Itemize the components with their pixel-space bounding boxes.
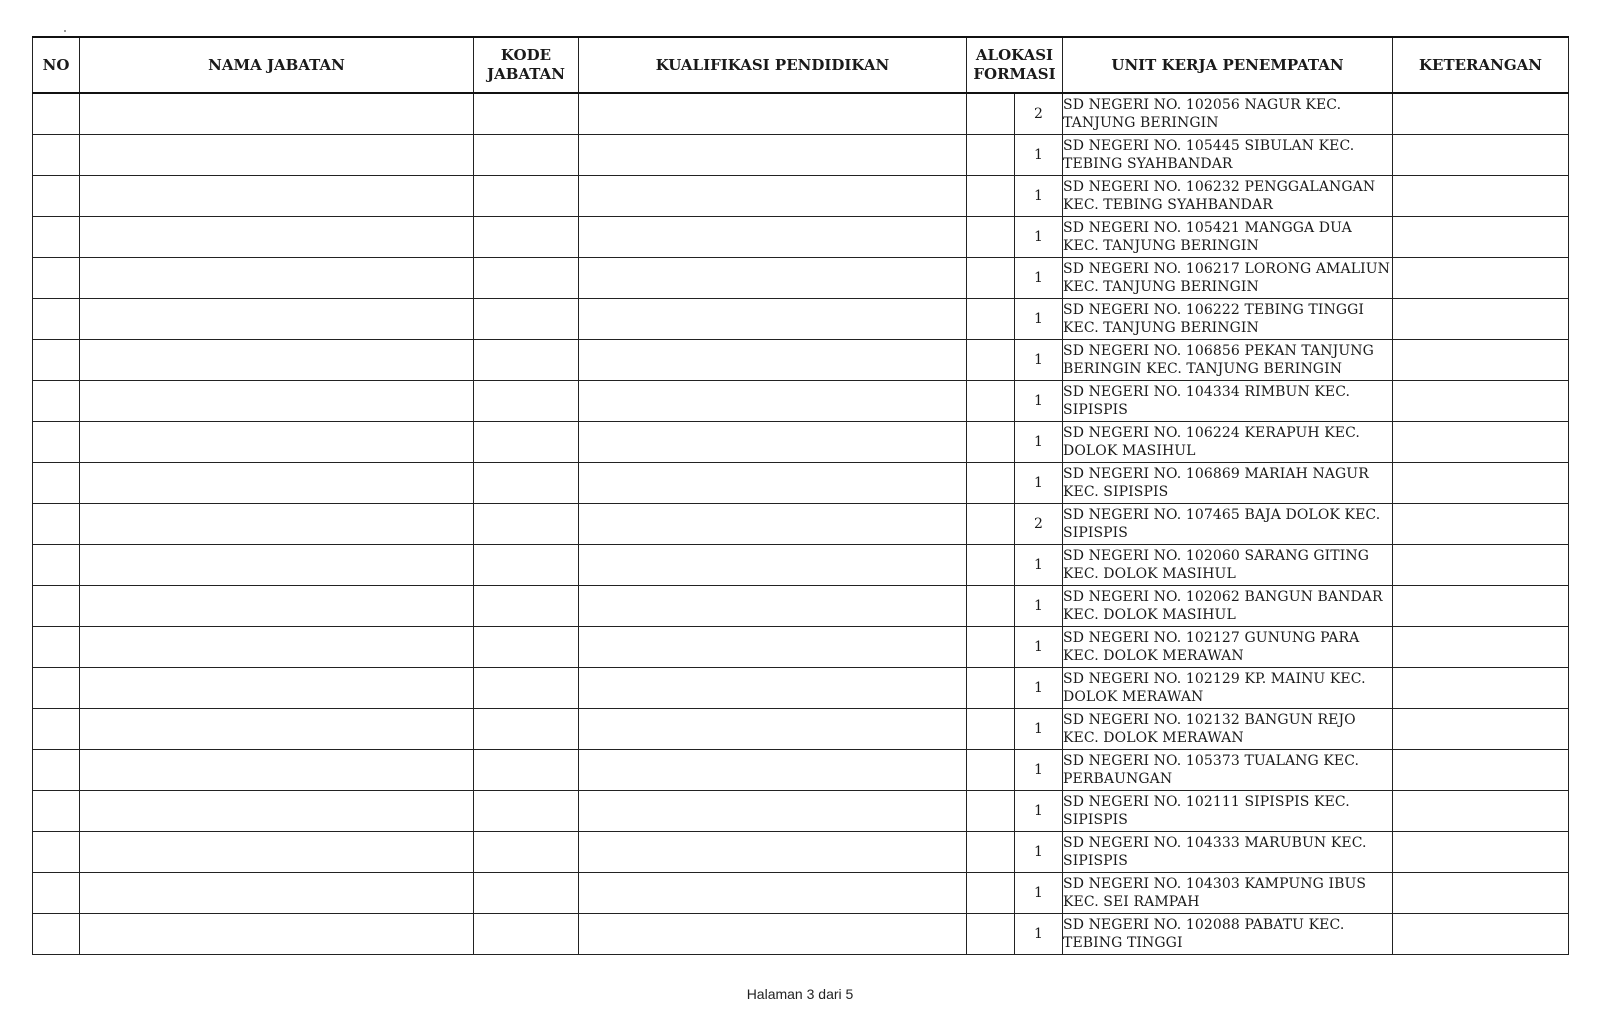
cell-kode-jabatan [474, 422, 579, 463]
cell-nama-jabatan [80, 709, 474, 750]
cell-kode-jabatan [474, 340, 579, 381]
cell-kode-jabatan [474, 135, 579, 176]
cell-kode-jabatan [474, 93, 579, 135]
cell-alokasi: 2 [1015, 504, 1063, 545]
cell-alokasi: 1 [1015, 340, 1063, 381]
unit-line1: SD NEGERI NO. 102127 GUNUNG PARA [1063, 630, 1360, 646]
table-row [33, 463, 1569, 504]
cell-nama-jabatan [80, 381, 474, 422]
cell-nama-jabatan [80, 135, 474, 176]
unit-line2: DOLOK MASIHUL [1063, 443, 1196, 459]
cell-no [33, 258, 80, 299]
cell-nama-jabatan [80, 586, 474, 627]
cell-kode-jabatan [474, 217, 579, 258]
header-keterangan: KETERANGAN [1393, 37, 1569, 93]
cell-alokasi: 1 [1015, 709, 1063, 750]
unit-line2: TEBING TINGGI [1063, 935, 1183, 951]
cell-nama-jabatan [80, 217, 474, 258]
cell-unit-kerja [1063, 422, 1393, 463]
cell-kode-jabatan [474, 914, 579, 955]
cell-kualifikasi [579, 381, 967, 422]
cell-no [33, 627, 80, 668]
header-alokasi-formasi [967, 37, 1063, 93]
unit-line1: SD NEGERI NO. 102062 BANGUN BANDAR [1063, 589, 1383, 605]
cell-kualifikasi [579, 176, 967, 217]
cell-kode-jabatan [474, 873, 579, 914]
table-row [33, 545, 1569, 586]
table-row [33, 381, 1569, 422]
cell-no [33, 176, 80, 217]
cell-alokasi-blank [967, 176, 1015, 217]
cell-keterangan [1393, 299, 1569, 340]
unit-line1: SD NEGERI NO. 106224 KERAPUH KEC. [1063, 425, 1360, 441]
scan-speck [64, 30, 66, 32]
cell-keterangan [1393, 586, 1569, 627]
cell-keterangan [1393, 422, 1569, 463]
header-alokasi-line2: FORMASI [973, 65, 1056, 83]
cell-alokasi: 1 [1015, 750, 1063, 791]
cell-unit-kerja [1063, 93, 1393, 135]
cell-keterangan [1393, 627, 1569, 668]
unit-line1: SD NEGERI NO. 102132 BANGUN REJO [1063, 712, 1356, 728]
cell-alokasi: 2 [1015, 93, 1063, 135]
unit-line2: TANJUNG BERINGIN [1063, 115, 1219, 131]
cell-keterangan [1393, 545, 1569, 586]
table-row [33, 217, 1569, 258]
unit-line1: SD NEGERI NO. 102060 SARANG GITING [1063, 548, 1370, 564]
unit-line1: SD NEGERI NO. 102129 KP. MAINU KEC. [1063, 671, 1366, 687]
unit-line2: KEC. DOLOK MASIHUL [1063, 566, 1236, 582]
cell-no [33, 709, 80, 750]
cell-kode-jabatan [474, 176, 579, 217]
unit-line2: DOLOK MERAWAN [1063, 689, 1204, 705]
cell-kualifikasi [579, 668, 967, 709]
cell-kode-jabatan [474, 791, 579, 832]
table-row [33, 258, 1569, 299]
cell-alokasi-blank [967, 299, 1015, 340]
cell-alokasi-blank [967, 750, 1015, 791]
table-row [33, 93, 1569, 135]
unit-line2: SIPISPIS [1063, 525, 1129, 541]
cell-alokasi-blank [967, 381, 1015, 422]
cell-kode-jabatan [474, 709, 579, 750]
cell-unit-kerja [1063, 545, 1393, 586]
cell-nama-jabatan [80, 422, 474, 463]
unit-line2: TEBING SYAHBANDAR [1063, 156, 1233, 172]
cell-unit-kerja [1063, 340, 1393, 381]
cell-alokasi-blank [967, 93, 1015, 135]
cell-kualifikasi [579, 914, 967, 955]
unit-line2: KEC. TANJUNG BERINGIN [1063, 279, 1259, 295]
table-row [33, 504, 1569, 545]
cell-kode-jabatan [474, 627, 579, 668]
cell-kualifikasi [579, 93, 967, 135]
cell-nama-jabatan [80, 668, 474, 709]
cell-unit-kerja [1063, 914, 1393, 955]
cell-nama-jabatan [80, 463, 474, 504]
unit-line2: SIPISPIS [1063, 853, 1129, 869]
cell-no [33, 340, 80, 381]
cell-alokasi: 1 [1015, 176, 1063, 217]
cell-alokasi-blank [967, 832, 1015, 873]
cell-alokasi-blank [967, 709, 1015, 750]
cell-alokasi-blank [967, 340, 1015, 381]
cell-kode-jabatan [474, 668, 579, 709]
table-row [33, 586, 1569, 627]
cell-kualifikasi [579, 463, 967, 504]
unit-line1: SD NEGERI NO. 104303 KAMPUNG IBUS [1063, 876, 1367, 892]
cell-kualifikasi [579, 217, 967, 258]
cell-kode-jabatan [474, 381, 579, 422]
unit-line2: KEC. TANJUNG BERINGIN [1063, 238, 1259, 254]
cell-keterangan [1393, 258, 1569, 299]
cell-keterangan [1393, 873, 1569, 914]
cell-unit-kerja [1063, 832, 1393, 873]
cell-alokasi: 1 [1015, 381, 1063, 422]
cell-nama-jabatan [80, 176, 474, 217]
cell-no [33, 545, 80, 586]
cell-alokasi-blank [967, 463, 1015, 504]
unit-line1: SD NEGERI NO. 102111 SIPISPIS KEC. [1063, 794, 1350, 810]
cell-unit-kerja [1063, 791, 1393, 832]
cell-unit-kerja [1063, 135, 1393, 176]
cell-no [33, 93, 80, 135]
cell-kualifikasi [579, 340, 967, 381]
cell-kualifikasi [579, 135, 967, 176]
cell-kualifikasi [579, 258, 967, 299]
table-row [33, 340, 1569, 381]
cell-keterangan [1393, 340, 1569, 381]
cell-kualifikasi [579, 832, 967, 873]
cell-kode-jabatan [474, 463, 579, 504]
cell-kualifikasi [579, 545, 967, 586]
unit-line1: SD NEGERI NO. 106232 PENGGALANGAN [1063, 179, 1376, 195]
cell-alokasi-blank [967, 586, 1015, 627]
unit-line2: KEC. SEI RAMPAH [1063, 894, 1200, 910]
cell-keterangan [1393, 709, 1569, 750]
cell-keterangan [1393, 750, 1569, 791]
table-row [33, 135, 1569, 176]
cell-alokasi: 1 [1015, 299, 1063, 340]
table-header-row [33, 37, 1569, 93]
cell-keterangan [1393, 791, 1569, 832]
cell-kode-jabatan [474, 832, 579, 873]
cell-unit-kerja [1063, 217, 1393, 258]
cell-kualifikasi [579, 709, 967, 750]
header-kode-line2: JABATAN [487, 65, 565, 83]
cell-nama-jabatan [80, 627, 474, 668]
unit-line2: KEC. SIPISPIS [1063, 484, 1169, 500]
cell-alokasi-blank [967, 135, 1015, 176]
cell-keterangan [1393, 93, 1569, 135]
unit-line1: SD NEGERI NO. 106869 MARIAH NAGUR [1063, 466, 1369, 482]
cell-kode-jabatan [474, 545, 579, 586]
cell-nama-jabatan [80, 914, 474, 955]
cell-kode-jabatan [474, 586, 579, 627]
header-alokasi-line1: ALOKASI [975, 46, 1054, 64]
cell-no [33, 586, 80, 627]
unit-line2: PERBAUNGAN [1063, 771, 1173, 787]
cell-unit-kerja [1063, 176, 1393, 217]
cell-alokasi: 1 [1015, 832, 1063, 873]
unit-line1: SD NEGERI NO. 104334 RIMBUN KEC. [1063, 384, 1351, 400]
unit-line2: SIPISPIS [1063, 402, 1129, 418]
cell-no [33, 832, 80, 873]
table-row [33, 709, 1569, 750]
cell-no [33, 463, 80, 504]
cell-nama-jabatan [80, 258, 474, 299]
cell-nama-jabatan [80, 504, 474, 545]
unit-line1: SD NEGERI NO. 106222 TEBING TINGGI [1063, 302, 1365, 318]
cell-alokasi: 1 [1015, 791, 1063, 832]
cell-no [33, 750, 80, 791]
cell-no [33, 422, 80, 463]
cell-alokasi: 1 [1015, 258, 1063, 299]
cell-alokasi: 1 [1015, 914, 1063, 955]
cell-kualifikasi [579, 586, 967, 627]
cell-alokasi-blank [967, 217, 1015, 258]
cell-nama-jabatan [80, 832, 474, 873]
page-footer: Halaman 3 dari 5 [746, 986, 854, 1002]
header-unit-kerja: UNIT KERJA PENEMPATAN [1063, 37, 1393, 93]
cell-keterangan [1393, 463, 1569, 504]
cell-kode-jabatan [474, 504, 579, 545]
cell-no [33, 299, 80, 340]
cell-kode-jabatan [474, 299, 579, 340]
cell-nama-jabatan [80, 750, 474, 791]
cell-unit-kerja [1063, 709, 1393, 750]
header-kode-jabatan [474, 37, 579, 93]
cell-no [33, 504, 80, 545]
cell-alokasi: 1 [1015, 668, 1063, 709]
cell-alokasi: 1 [1015, 873, 1063, 914]
table-row [33, 627, 1569, 668]
cell-alokasi: 1 [1015, 422, 1063, 463]
cell-alokasi-blank [967, 914, 1015, 955]
cell-unit-kerja [1063, 668, 1393, 709]
cell-keterangan [1393, 832, 1569, 873]
cell-nama-jabatan [80, 545, 474, 586]
cell-keterangan [1393, 504, 1569, 545]
table-row [33, 668, 1569, 709]
cell-alokasi: 1 [1015, 545, 1063, 586]
table-row [33, 299, 1569, 340]
cell-nama-jabatan [80, 873, 474, 914]
header-kode-line1: KODE [500, 46, 552, 64]
cell-alokasi-blank [967, 873, 1015, 914]
cell-unit-kerja [1063, 504, 1393, 545]
cell-no [33, 135, 80, 176]
cell-unit-kerja [1063, 586, 1393, 627]
unit-line2: KEC. DOLOK MASIHUL [1063, 607, 1236, 623]
cell-nama-jabatan [80, 93, 474, 135]
cell-alokasi-blank [967, 668, 1015, 709]
cell-kualifikasi [579, 299, 967, 340]
cell-nama-jabatan [80, 791, 474, 832]
unit-line1: SD NEGERI NO. 105445 SIBULAN KEC. [1063, 138, 1355, 154]
unit-line2: KEC. TEBING SYAHBANDAR [1063, 197, 1273, 213]
header-nama-jabatan: NAMA JABATAN [80, 37, 474, 93]
cell-unit-kerja [1063, 627, 1393, 668]
table-row [33, 791, 1569, 832]
cell-kode-jabatan [474, 750, 579, 791]
unit-line1: SD NEGERI NO. 105421 MANGGA DUA [1063, 220, 1352, 236]
cell-no [33, 668, 80, 709]
cell-no [33, 217, 80, 258]
cell-alokasi: 1 [1015, 217, 1063, 258]
unit-line2: KEC. TANJUNG BERINGIN [1063, 320, 1259, 336]
cell-keterangan [1393, 381, 1569, 422]
cell-nama-jabatan [80, 299, 474, 340]
cell-keterangan [1393, 914, 1569, 955]
unit-line1: SD NEGERI NO. 105373 TUALANG KEC. [1063, 753, 1360, 769]
cell-kualifikasi [579, 627, 967, 668]
unit-line1: SD NEGERI NO. 106217 LORONG AMALIUN [1063, 261, 1390, 277]
cell-keterangan [1393, 176, 1569, 217]
cell-unit-kerja [1063, 381, 1393, 422]
table-row [33, 750, 1569, 791]
unit-line2: SIPISPIS [1063, 812, 1129, 828]
cell-keterangan [1393, 135, 1569, 176]
unit-line2: KEC. DOLOK MERAWAN [1063, 730, 1244, 746]
cell-kualifikasi [579, 422, 967, 463]
table-row [33, 873, 1569, 914]
unit-line1: SD NEGERI NO. 107465 BAJA DOLOK KEC. [1063, 507, 1381, 523]
formasi-sheet [32, 36, 1568, 955]
unit-line2: BERINGIN KEC. TANJUNG BERINGIN [1063, 361, 1343, 377]
cell-alokasi-blank [967, 545, 1015, 586]
header-no: NO [33, 37, 80, 93]
table-body [33, 93, 1569, 955]
table-row [33, 914, 1569, 955]
cell-alokasi-blank [967, 504, 1015, 545]
cell-keterangan [1393, 217, 1569, 258]
table-row [33, 422, 1569, 463]
cell-no [33, 914, 80, 955]
unit-line1: SD NEGERI NO. 102056 NAGUR KEC. [1063, 97, 1342, 113]
cell-alokasi-blank [967, 627, 1015, 668]
cell-kode-jabatan [474, 258, 579, 299]
unit-line1: SD NEGERI NO. 102088 PABATU KEC. [1063, 917, 1345, 933]
cell-alokasi-blank [967, 791, 1015, 832]
cell-no [33, 791, 80, 832]
cell-alokasi: 1 [1015, 627, 1063, 668]
unit-line2: KEC. DOLOK MERAWAN [1063, 648, 1244, 664]
cell-unit-kerja [1063, 463, 1393, 504]
cell-alokasi: 1 [1015, 586, 1063, 627]
cell-kualifikasi [579, 791, 967, 832]
cell-alokasi: 1 [1015, 135, 1063, 176]
unit-line1: SD NEGERI NO. 104333 MARUBUN KEC. [1063, 835, 1367, 851]
formasi-table [32, 36, 1569, 955]
cell-kualifikasi [579, 504, 967, 545]
cell-no [33, 873, 80, 914]
cell-no [33, 381, 80, 422]
header-kualifikasi-pendidikan: KUALIFIKASI PENDIDIKAN [579, 37, 967, 93]
table-row [33, 832, 1569, 873]
cell-unit-kerja [1063, 258, 1393, 299]
cell-alokasi: 1 [1015, 463, 1063, 504]
cell-unit-kerja [1063, 873, 1393, 914]
cell-nama-jabatan [80, 340, 474, 381]
cell-unit-kerja [1063, 750, 1393, 791]
cell-keterangan [1393, 668, 1569, 709]
cell-alokasi-blank [967, 258, 1015, 299]
cell-kualifikasi [579, 750, 967, 791]
unit-line1: SD NEGERI NO. 106856 PEKAN TANJUNG [1063, 343, 1374, 359]
cell-kualifikasi [579, 873, 967, 914]
cell-alokasi-blank [967, 422, 1015, 463]
cell-unit-kerja [1063, 299, 1393, 340]
table-row [33, 176, 1569, 217]
